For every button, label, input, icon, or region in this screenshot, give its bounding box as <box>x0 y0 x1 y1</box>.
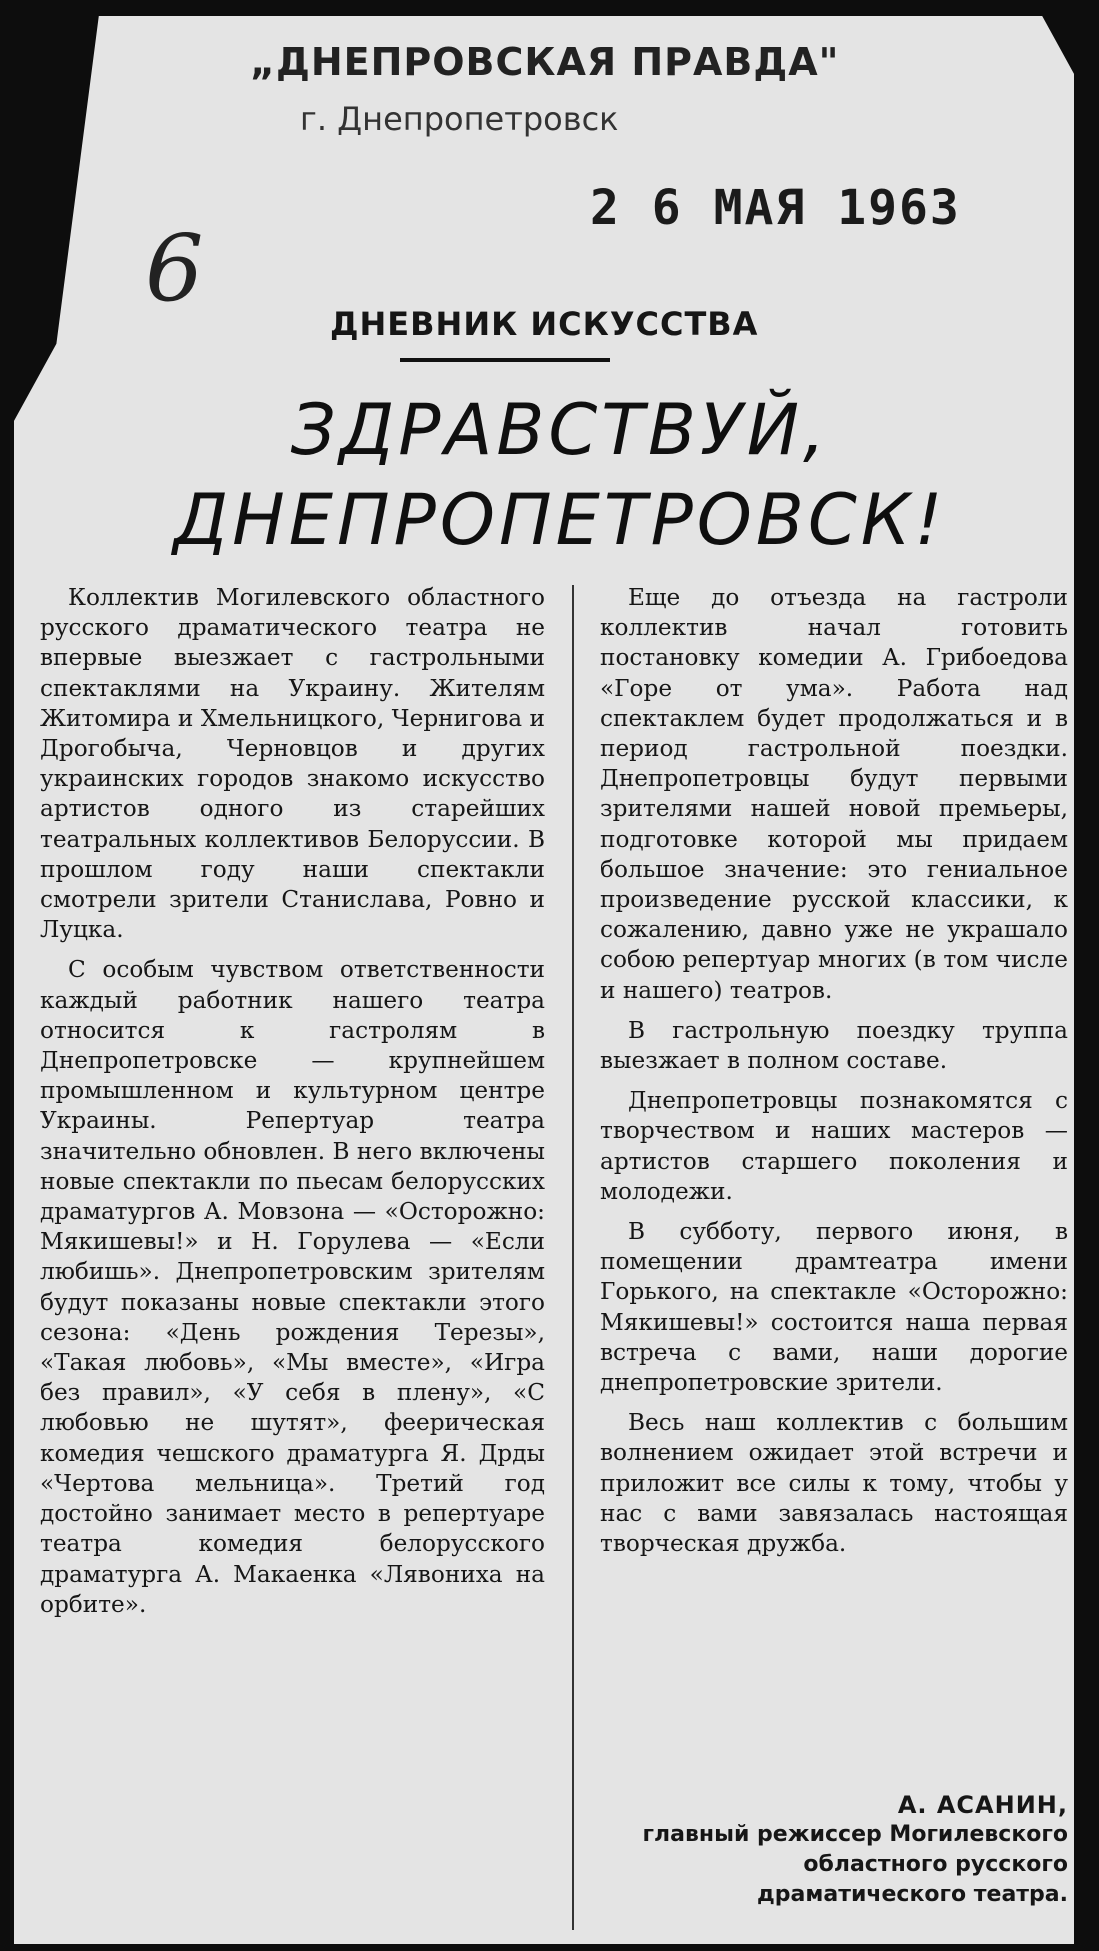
signature <box>600 1790 1068 1910</box>
date-stamp: 2 6 МАЯ 1963 <box>590 180 961 236</box>
paragraph: Коллектив Могилевского областного русского драматического театра не впервые выезжает с гастрольными спектаклями на Украину. Жителям Житомира и Хмельницкого, Чернигова и Дрогобыча, Черновцов и других украинских городов знакомо искусство артистов одного из старейших театральных коллективов Белоруссии. В прошлом году наши спектакли смотрели зрители Станислава, Ровно и Луцка. <box>40 584 545 944</box>
headline-line-1: ЗДРАВСТВУЙ, <box>290 389 830 471</box>
headline-line-2: ДНЕПРОПЕТРОВСК! <box>173 479 947 561</box>
left-column <box>40 583 545 1630</box>
column-divider <box>572 585 574 1930</box>
paragraph: С особым чувством ответственности каждый работник нашего театра относится к гастролям в Днепропетровске — крупнейшем промышленном и культурном центре Украины. Репертуар театра значительно обновлен. В него включены новые спектакли по пьесам белорусских драматургов А. Мовзона — «Осторожно: Мякишевы!» и Н. Горулева — «Если любишь». Днепропетровским зрителям будут показаны новые спектакли этого сезона: «День рождения Терезы», «Такая любовь», «Мы вместе», «Игра без правил», «У себя в плену», «С любовью не шутят», феерическая комедия чешского драматурга Я. Дрды «Чертова мельница». Третий год достойно занимает место в репертуаре театра комедия белорусского драматурга А. Макаенка «Лявониха на орбите». <box>40 956 545 1618</box>
rubric-underline <box>400 358 610 362</box>
rubric-title: ДНЕВНИК ИСКУССТВА <box>330 305 759 343</box>
author-title: главный режиссер Могилевского областного русского драматического театра. <box>642 1822 1068 1907</box>
paragraph: Днепропетровцы познакомятся с творчеством и наших мастеров — артистов старшего поколения и молодежи. <box>600 1087 1068 1205</box>
headline <box>60 385 1060 565</box>
handwritten-number: 6 <box>145 215 204 322</box>
right-column <box>600 583 1068 1569</box>
paragraph: Весь наш коллектив с большим волнением ожидает этой встречи и приложит все силы к тому, чтобы у нас с вами завязалась настоящая творческая дружба. <box>600 1409 1068 1558</box>
paragraph: В субботу, первого июня, в помещении драмтеатра имени Горького, на спектакле «Осторожно: Мякишевы!» состоится наша первая встреча с вами, наши дорогие днепропетровские зрители. <box>600 1218 1068 1397</box>
city-stamp: г. Днепропетровск <box>300 100 619 138</box>
newspaper-name-stamp: „ДНЕПРОВСКАЯ ПРАВДА" <box>250 40 840 84</box>
paragraph: Еще до отъезда на гастроли коллектив начал готовить постановку комедии А. Грибоедова «Горе от ума». Работа над спектаклем будет продолжаться и в период гастрольной поездки. Днепропетровцы будут первыми зрителями нашей новой премьеры, подготовке которой мы придаем большое значение: это гениальное произведение русской классики, к сожалению, давно уже не украшало собою репертуар многих (в том числе и нашего) театров. <box>600 584 1068 1004</box>
paragraph: В гастрольную поездку труппа выезжает в полном составе. <box>600 1016 1068 1075</box>
author-name: А. АСАНИН, <box>897 1791 1068 1819</box>
